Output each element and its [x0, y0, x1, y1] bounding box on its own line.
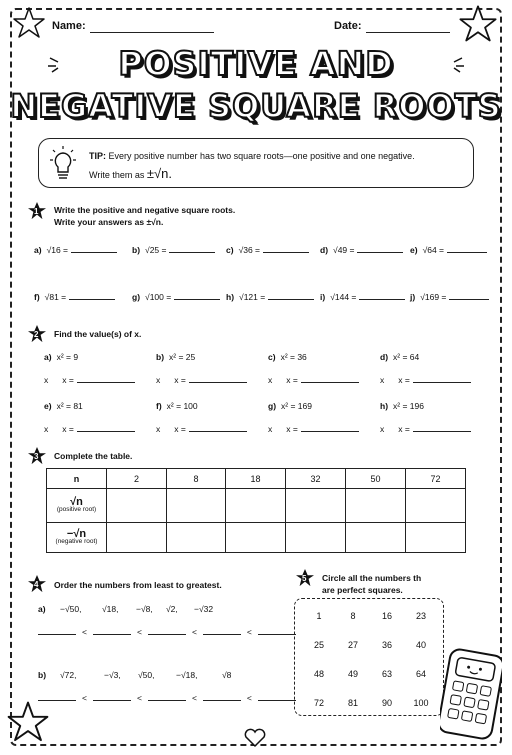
equation-item: [268, 401, 312, 411]
answer-blank[interactable]: [359, 291, 405, 300]
answer-blank[interactable]: [203, 626, 241, 635]
answer-blank[interactable]: [38, 692, 76, 701]
table-header-row: [47, 469, 466, 489]
answer-blank[interactable]: [38, 626, 76, 635]
row-head-negative: [47, 523, 107, 553]
table-answer-cell[interactable]: [346, 523, 406, 553]
solution-x-eq: x =: [286, 375, 298, 385]
order-number: −√32: [194, 604, 214, 614]
question-item: [34, 244, 117, 255]
negative-root-symbol: −√n: [66, 527, 87, 540]
solution-x-eq: x =: [174, 375, 186, 385]
grid-row: [302, 659, 438, 688]
order-number: √50,: [138, 670, 155, 680]
solution-line: [44, 423, 135, 434]
order-number: √8: [222, 670, 232, 680]
answer-blank[interactable]: [71, 244, 117, 253]
question-item: [320, 244, 403, 255]
table-answer-cell[interactable]: [167, 523, 226, 553]
lightbulb-icon: [49, 145, 77, 183]
grid-number[interactable]: 16: [381, 610, 392, 621]
order-answer-line: [38, 626, 296, 637]
answer-blank[interactable]: [413, 423, 471, 432]
question-expr: √25 =: [145, 245, 167, 255]
question-item: [226, 291, 314, 302]
heart-icon: [243, 728, 267, 748]
equation-text: x² = 81: [56, 401, 83, 411]
equation-label: e): [44, 401, 52, 411]
question-item: [34, 291, 115, 302]
question-item: [226, 244, 309, 255]
grid-number[interactable]: 63: [381, 668, 392, 679]
less-than-sign: <: [191, 627, 197, 637]
answer-blank[interactable]: [189, 423, 247, 432]
date-label: Date:: [334, 20, 362, 32]
solution-x: x: [380, 424, 385, 434]
question-expr: √169 =: [420, 292, 447, 302]
order-label: a): [38, 604, 46, 614]
table-answer-cell[interactable]: [226, 523, 286, 553]
sparkle-icon: [46, 52, 68, 74]
tip-text: [89, 148, 469, 184]
equation-text: x² = 169: [281, 401, 312, 411]
answer-blank[interactable]: [77, 374, 135, 383]
answer-blank[interactable]: [258, 626, 296, 635]
solution-line: [156, 423, 247, 434]
answer-blank[interactable]: [93, 626, 131, 635]
section-5-title: [322, 572, 421, 596]
solution-line: [268, 374, 359, 385]
grid-row: [302, 601, 438, 630]
equation-text: x² = 196: [393, 401, 424, 411]
section-1-number: 1: [34, 207, 39, 216]
order-label: b): [38, 670, 47, 680]
answer-blank[interactable]: [263, 244, 309, 253]
answer-blank[interactable]: [148, 626, 186, 635]
solution-line: [44, 374, 135, 385]
grid-row: [302, 630, 438, 659]
tip-label: TIP:: [89, 151, 106, 161]
grid-number[interactable]: 48: [313, 668, 324, 679]
solution-x-eq: x =: [62, 424, 74, 434]
equation-label: h): [380, 401, 389, 411]
equation-item: [44, 352, 78, 362]
answer-blank[interactable]: [357, 244, 403, 253]
answer-blank[interactable]: [447, 244, 487, 253]
question-item: [410, 291, 489, 302]
question-label: a): [34, 245, 42, 255]
tip-box: [38, 138, 474, 188]
answer-blank[interactable]: [189, 374, 247, 383]
section-2-number: 2: [34, 330, 39, 339]
solution-x: x: [268, 375, 273, 385]
grid-number[interactable]: 64: [415, 668, 426, 679]
question-expr: √121 =: [239, 292, 266, 302]
solution-x: x: [44, 424, 49, 434]
table-answer-cell[interactable]: [406, 523, 466, 553]
grid-number[interactable]: 8: [350, 610, 356, 621]
answer-blank[interactable]: [69, 291, 115, 300]
table-answer-cell[interactable]: [226, 489, 286, 523]
equation-item: [156, 352, 195, 362]
table-answer-cell[interactable]: [107, 489, 167, 523]
question-item: [410, 244, 487, 255]
question-label: c): [226, 245, 234, 255]
table-answer-cell[interactable]: [286, 523, 346, 553]
section-1-title-text: Write the positive and negative square roots.: [54, 205, 236, 215]
less-than-sign: <: [82, 693, 87, 703]
equation-label: a): [44, 352, 52, 362]
section-5-number: 5: [302, 574, 307, 583]
star-icon: [6, 700, 50, 744]
answer-blank[interactable]: [413, 374, 471, 383]
table-header-cell: 72: [406, 469, 466, 489]
table-header-cell: 32: [286, 469, 346, 489]
equation-label: g): [268, 401, 277, 411]
table-header-cell: 18: [226, 469, 286, 489]
question-expr: √36 =: [238, 245, 261, 255]
solution-x-eq: x =: [62, 375, 74, 385]
grid-number[interactable]: 1: [316, 610, 322, 621]
answer-blank[interactable]: [203, 692, 241, 701]
name-label: Name:: [52, 20, 86, 32]
row-head-positive: [47, 489, 107, 523]
answer-blank[interactable]: [77, 423, 135, 432]
answer-blank[interactable]: [301, 374, 359, 383]
section-4-title: Order the numbers from least to greatest.: [54, 580, 222, 590]
solution-line: [156, 374, 247, 385]
star-icon: [12, 6, 46, 40]
less-than-sign: <: [246, 693, 252, 703]
grid-number[interactable]: 36: [381, 639, 392, 650]
negative-root-caption: (negative root): [55, 537, 98, 545]
solution-x-eq: x =: [286, 424, 298, 434]
order-number: √18,: [102, 604, 119, 614]
number-grid: [302, 601, 438, 717]
equation-item: [44, 401, 83, 411]
section-5-title-text2: are perfect squares.: [322, 585, 403, 595]
answer-blank[interactable]: [268, 291, 314, 300]
question-expr: √81 =: [44, 292, 67, 302]
question-item: [132, 244, 215, 255]
section-2-title: Find the value(s) of x.: [54, 329, 142, 339]
table-row: [47, 489, 466, 523]
table-header-cell: 50: [346, 469, 406, 489]
section-1-subtitle: Write your answers as ±√n.: [54, 217, 164, 227]
date-field[interactable]: [366, 23, 450, 33]
question-label: e): [410, 245, 418, 255]
order-number: √72,: [60, 670, 77, 680]
answer-blank[interactable]: [449, 291, 489, 300]
less-than-sign: <: [82, 627, 87, 637]
question-expr: √16 =: [46, 245, 69, 255]
equation-item: [380, 401, 424, 411]
less-than-sign: <: [246, 627, 252, 637]
grid-number[interactable]: 25: [313, 639, 324, 650]
section-3-number: 3: [34, 452, 39, 461]
less-than-sign: <: [191, 693, 197, 703]
equation-text: x² = 64: [393, 352, 420, 362]
question-label: b): [132, 245, 141, 255]
grid-number[interactable]: 27: [347, 639, 358, 650]
tip-body2: Write them as: [89, 170, 147, 180]
question-expr: √144 =: [330, 292, 357, 302]
equation-label: d): [380, 352, 389, 362]
answer-blank[interactable]: [301, 423, 359, 432]
grid-number[interactable]: 40: [415, 639, 426, 650]
table-answer-cell[interactable]: [167, 489, 226, 523]
page-title-line2: NEGATIVE SQUARE ROOTS: [10, 87, 502, 125]
calculator-icon: [440, 648, 502, 740]
equation-item: [380, 352, 419, 362]
answer-blank[interactable]: [93, 692, 131, 701]
solution-x: x: [44, 375, 49, 385]
roots-table: [46, 468, 466, 553]
solution-x: x: [156, 424, 161, 434]
equation-label: b): [156, 352, 165, 362]
table-header-cell: 2: [107, 469, 167, 489]
order-number: −√50,: [60, 604, 82, 614]
table-header-n: n: [47, 469, 107, 489]
equation-text: x² = 9: [56, 352, 79, 362]
sparkle-icon: [444, 52, 466, 74]
equation-item: [268, 352, 307, 362]
grid-number[interactable]: 100: [413, 697, 429, 708]
section-1-title: [54, 204, 235, 228]
answer-blank[interactable]: [169, 244, 215, 253]
table-answer-cell[interactable]: [107, 523, 167, 553]
grid-number[interactable]: 23: [415, 610, 426, 621]
solution-line: [268, 423, 359, 434]
answer-blank[interactable]: [148, 692, 186, 701]
positive-root-symbol: √n: [70, 495, 83, 508]
question-label: j): [410, 292, 416, 302]
table-answer-cell[interactable]: [286, 489, 346, 523]
order-number: −√3,: [104, 670, 121, 680]
equation-text: x² = 25: [169, 352, 196, 362]
table-answer-cell[interactable]: [346, 489, 406, 523]
question-label: f): [34, 292, 40, 302]
table-header-cell: 8: [167, 469, 226, 489]
less-than-sign: <: [136, 693, 142, 703]
equation-item: [156, 401, 198, 411]
equation-text: x² = 100: [166, 401, 198, 411]
equation-text: x² = 36: [280, 352, 307, 362]
question-expr: √49 =: [333, 245, 355, 255]
question-label: g): [132, 292, 141, 302]
solution-x-eq: x =: [398, 375, 410, 385]
page-title-line1: POSITIVE AND: [118, 44, 394, 83]
positive-root-caption: (positive root): [56, 505, 97, 513]
section-4-number: 4: [34, 580, 39, 589]
name-field[interactable]: [90, 23, 214, 33]
solution-x: x: [268, 424, 273, 434]
tip-body: Every positive number has two square roots—one positive and one negative.: [108, 151, 415, 161]
question-label: i): [320, 292, 326, 302]
order-answer-line: [38, 692, 296, 703]
table-row: [47, 523, 466, 553]
grid-number[interactable]: 81: [347, 697, 358, 708]
equation-label: f): [156, 401, 162, 411]
question-label: d): [320, 245, 329, 255]
solution-x-eq: x =: [174, 424, 186, 434]
question-label: h): [226, 292, 235, 302]
tip-symbol: ±√n.: [146, 166, 172, 181]
answer-blank[interactable]: [174, 291, 220, 300]
grid-number[interactable]: 90: [381, 697, 392, 708]
star-icon: [458, 4, 498, 44]
table-answer-cell[interactable]: [406, 489, 466, 523]
equation-label: c): [268, 352, 276, 362]
question-expr: √100 =: [145, 292, 172, 302]
solution-x: x: [156, 375, 161, 385]
answer-blank[interactable]: [258, 692, 296, 701]
solution-x: x: [380, 375, 385, 385]
solution-line: [380, 374, 471, 385]
question-item: [320, 291, 405, 302]
grid-number[interactable]: 49: [347, 668, 358, 679]
question-expr: √64 =: [422, 245, 445, 255]
order-number: −√8,: [136, 604, 153, 614]
grid-row: [302, 688, 438, 717]
section-5-title-text: Circle all the numbers th: [322, 573, 422, 583]
order-number: −√18,: [176, 670, 198, 680]
grid-number[interactable]: 72: [313, 697, 324, 708]
section-3-title: Complete the table.: [54, 451, 133, 461]
less-than-sign: <: [136, 627, 142, 637]
solution-x-eq: x =: [398, 424, 410, 434]
order-number: √2,: [166, 604, 178, 614]
question-item: [132, 291, 220, 302]
solution-line: [380, 423, 471, 434]
